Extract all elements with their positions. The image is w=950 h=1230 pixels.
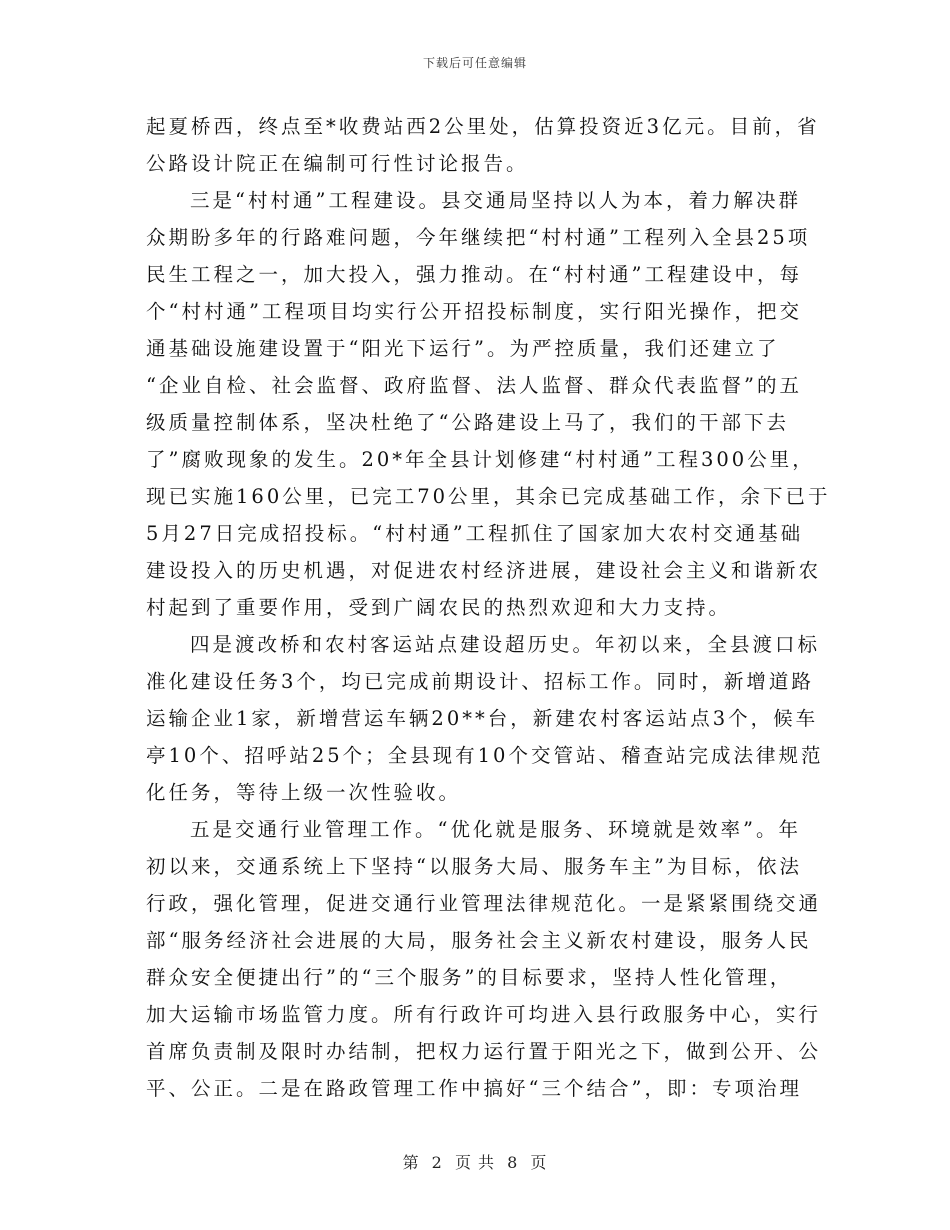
- text-line: 通基础设施建设置于“阳光下运行”。为严控质量，我们还建立了: [146, 337, 780, 360]
- text-line: 亭10个、招呼站25个；全县现有10个交管站、稽查站完成法律规范: [146, 744, 824, 767]
- text-line: 首席负责制及限时办结制，把权力运行置于阳光之下，做到公开、公: [146, 1040, 822, 1063]
- text-line: 行政，强化管理，促进交通行业管理法律规范化。一是紧紧围绕交通: [146, 892, 822, 915]
- paragraph-start-line: 三是“村村通”工程建设。县交通局坚持以人为本，着力解决群: [190, 189, 801, 212]
- text-line: 民生工程之一，加大投入，强力推动。在“村村通”工程建设中，每: [146, 263, 802, 286]
- text-line: 级质量控制体系，坚决杜绝了“公路建设上马了，我们的干部下去: [146, 411, 789, 434]
- page-header: 下载后可任意编辑: [422, 56, 527, 70]
- text-line: 化任务，等待上级一次性验收。: [146, 781, 462, 804]
- text-line: 运输企业1家，新增营运车辆20**台，新建农村客运站点3个，候车: [146, 707, 819, 730]
- footer-suffix: 页: [530, 1153, 548, 1172]
- text-line: 初以来，交通系统上下坚持“以服务大局、服务车主”为目标，依法: [146, 855, 802, 878]
- text-line: 村起到了重要作用，受到广阔农民的热烈欢迎和大力支持。: [146, 596, 732, 619]
- document-body: [146, 108, 831, 1107]
- text-line: 准化建设任务3个，均已完成前期设计、招标工作。同时，新增道路: [146, 670, 814, 693]
- current-page-number: 2: [431, 1153, 443, 1172]
- text-line: 建设投入的历史机遇，对促进农村经济进展，建设社会主义和谐新农: [146, 559, 822, 582]
- text-line: 众期盼多年的行路难问题，今年继续把“村村通”工程列入全县25项: [146, 226, 811, 249]
- text-line: 加大运输市场监管力度。所有行政许可均进入县行政服务中心，实行: [146, 1003, 822, 1026]
- footer-prefix: 第: [402, 1153, 420, 1172]
- text-line: 5月27日完成招投标。“村村通”工程抓住了国家加大农村交通基础: [146, 522, 804, 545]
- text-line: 平、公正。二是在路政管理工作中搞好“三个结合”，即：专项治理: [146, 1077, 802, 1100]
- page-footer: [0, 1150, 950, 1173]
- text-line: 了”腐败现象的发生。20*年全县计划修建“村村通”工程300公里，: [146, 448, 815, 471]
- paragraph-start-line: 四是渡改桥和农村客运站点建设超历史。年初以来，全县渡口标: [190, 633, 821, 656]
- text-line: 公路设计院正在编制可行性讨论报告。: [146, 152, 529, 175]
- text-line: 部“服务经济社会进展的大局，服务社会主义新农村建设，服务人民: [146, 929, 812, 952]
- total-page-number: 8: [507, 1153, 519, 1172]
- footer-middle: 页 共: [454, 1153, 496, 1172]
- text-line: 起夏桥西，终点至*收费站西2公里处，估算投资近3亿元。目前，省: [146, 115, 820, 138]
- text-line: 个“村村通”工程项目均实行公开招投标制度，实行阳光操作，把交: [146, 300, 802, 323]
- text-line: 群众安全便捷出行”的“三个服务”的目标要求，坚持人性化管理，: [146, 966, 793, 989]
- paragraph-start-line: 五是交通行业管理工作。“优化就是服务、环境就是效率”。年: [190, 818, 801, 841]
- text-line: “企业自检、社会监督、政府监督、法人监督、群众代表监督”的五: [146, 374, 802, 397]
- text-line: 现已实施160公里，已完工70公里，其余已完成基础工作，余下已于: [146, 485, 831, 508]
